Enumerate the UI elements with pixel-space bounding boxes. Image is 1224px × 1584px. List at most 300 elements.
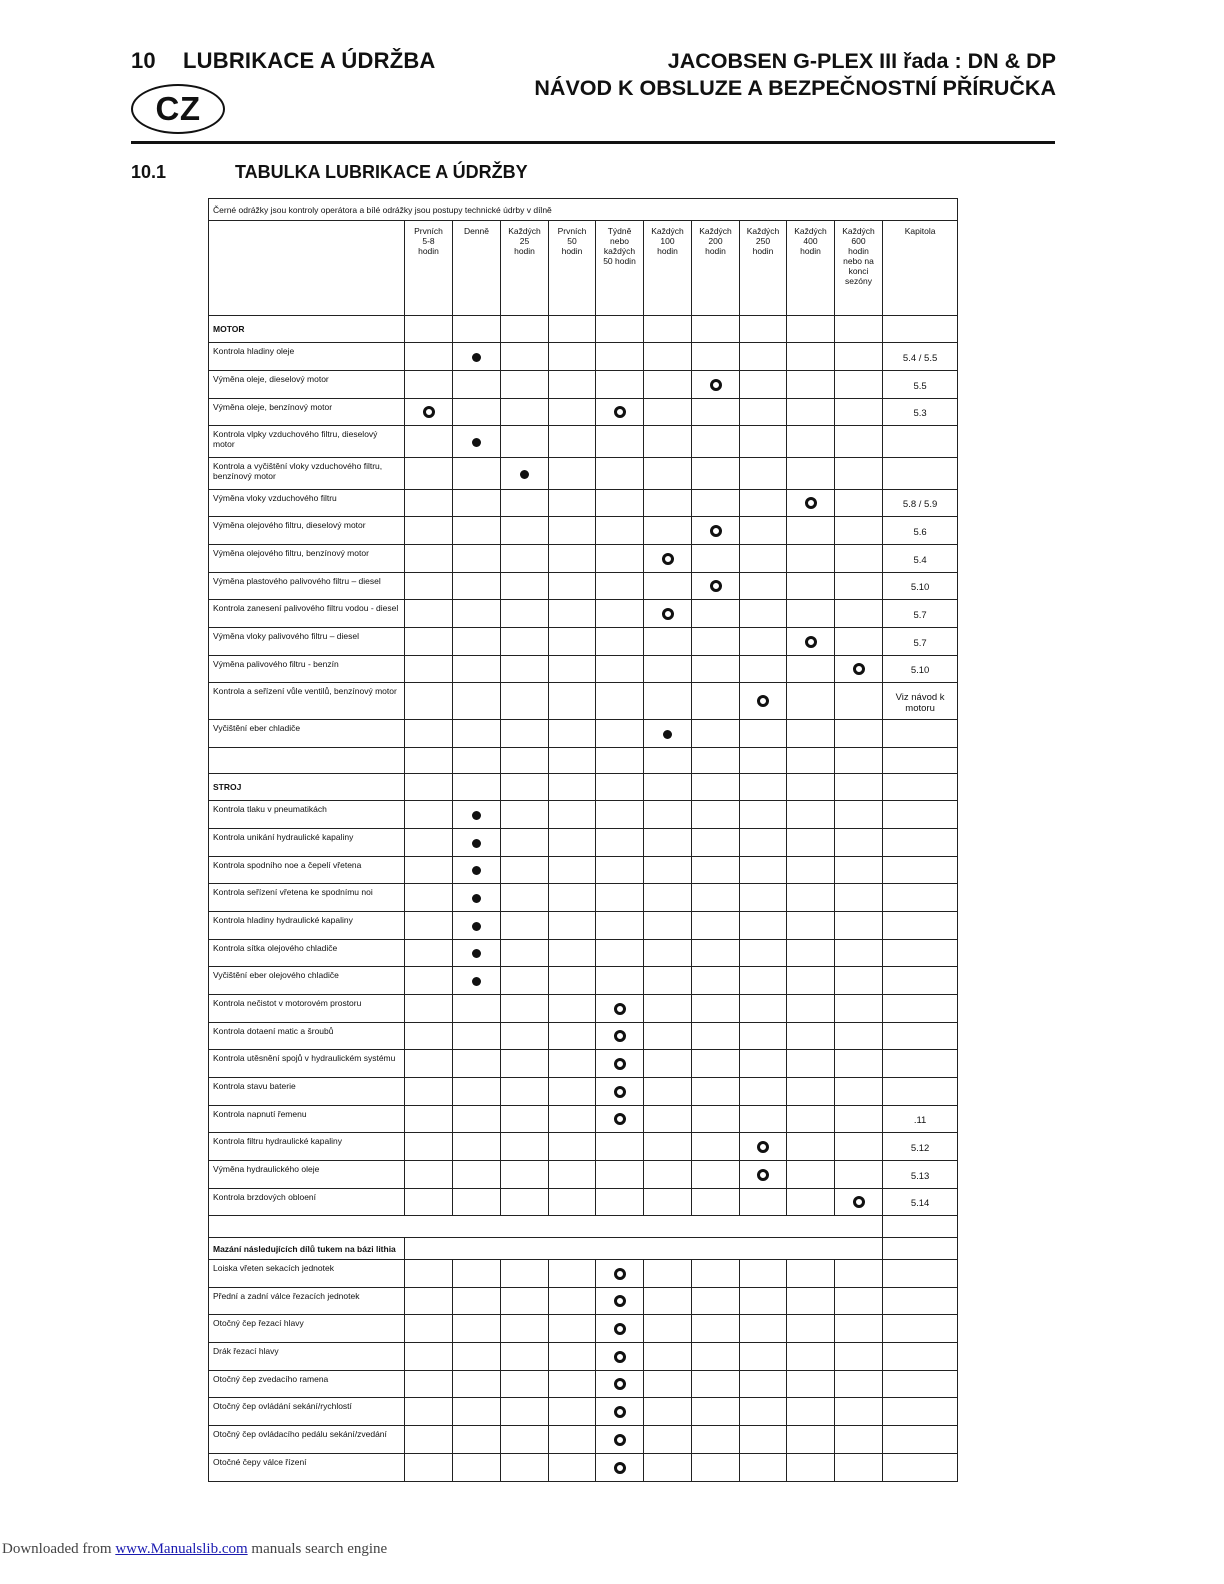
section-row — [209, 774, 958, 801]
empty-cell — [453, 656, 501, 683]
interval-cell — [453, 343, 501, 371]
empty-cell — [549, 600, 596, 628]
empty-cell — [644, 1161, 692, 1189]
empty-cell — [835, 683, 883, 720]
task-label: Kontrola a seřízení vůle ventilů, benzínový motor — [209, 683, 405, 720]
interval-cell — [453, 857, 501, 884]
empty-cell — [644, 490, 692, 517]
empty-cell — [453, 545, 501, 573]
chapter-reference: 5.4 — [883, 545, 958, 573]
empty-cell — [692, 1133, 740, 1161]
empty-cell — [835, 748, 883, 774]
empty-cell — [596, 940, 644, 967]
interval-cell — [596, 1260, 644, 1288]
task-label: Výměna vloky palivového filtru – diesel — [209, 628, 405, 656]
empty-cell — [596, 1189, 644, 1216]
empty-cell — [501, 1023, 549, 1050]
column-header-line: Každých — [842, 226, 875, 236]
empty-cell — [453, 1288, 501, 1315]
empty-cell — [405, 801, 453, 829]
empty-cell — [644, 1260, 692, 1288]
empty-cell — [501, 748, 549, 774]
table-row — [209, 683, 958, 720]
empty-cell — [692, 1371, 740, 1398]
chapter-reference — [883, 1371, 958, 1398]
interval-cell — [692, 517, 740, 545]
empty-cell — [405, 1078, 453, 1106]
empty-cell — [787, 545, 835, 573]
empty-cell — [501, 720, 549, 748]
empty-cell — [692, 458, 740, 490]
column-header — [453, 221, 501, 316]
empty-cell — [549, 1023, 596, 1050]
empty-cell — [453, 1343, 501, 1371]
interval-cell — [644, 545, 692, 573]
empty-cell — [405, 1288, 453, 1315]
task-label: Výměna olejového filtru, dieselový motor — [209, 517, 405, 545]
empty-cell — [787, 517, 835, 545]
empty-cell — [692, 967, 740, 995]
empty-cell — [740, 1050, 787, 1078]
column-header-line: 200 — [708, 236, 723, 246]
table-row — [209, 857, 958, 884]
empty-cell — [501, 371, 549, 399]
chapter-reference: 5.10 — [883, 656, 958, 683]
empty-cell — [835, 967, 883, 995]
table-row — [209, 801, 958, 829]
empty-cell — [740, 458, 787, 490]
interval-cell — [501, 458, 549, 490]
empty-cell — [692, 1315, 740, 1343]
empty-cell — [501, 967, 549, 995]
workshop-procedure-bullet-icon — [662, 553, 674, 565]
subsection-heading — [131, 162, 528, 183]
column-header — [549, 221, 596, 316]
workshop-procedure-bullet-icon — [614, 1295, 626, 1307]
header-divider — [131, 141, 1055, 144]
table-note-row — [209, 199, 958, 221]
manualslib-link[interactable]: www.Manualslib.com — [115, 1541, 248, 1557]
operator-check-bullet-icon — [472, 811, 481, 820]
empty-cell — [501, 774, 549, 801]
workshop-procedure-bullet-icon — [614, 1434, 626, 1446]
empty-cell — [549, 1343, 596, 1371]
empty-cell — [453, 748, 501, 774]
empty-cell — [787, 600, 835, 628]
empty-cell — [644, 517, 692, 545]
empty-cell — [501, 490, 549, 517]
chapter-reference: 5.6 — [883, 517, 958, 545]
empty-cell — [644, 857, 692, 884]
empty-cell — [740, 628, 787, 656]
empty-cell — [692, 995, 740, 1023]
interval-cell — [596, 1454, 644, 1482]
workshop-procedure-bullet-icon — [805, 497, 817, 509]
empty-cell — [405, 426, 453, 458]
empty-cell — [883, 316, 958, 343]
empty-cell — [787, 1315, 835, 1343]
interval-cell — [453, 884, 501, 912]
empty-cell — [501, 1106, 549, 1133]
subsection-title: TABULKA LUBRIKACE A ÚDRŽBY — [235, 162, 528, 182]
chapter-reference — [883, 857, 958, 884]
column-header-line: hodin — [800, 246, 821, 256]
empty-cell — [692, 1078, 740, 1106]
operator-check-bullet-icon — [472, 438, 481, 447]
empty-cell — [453, 628, 501, 656]
interval-cell — [692, 573, 740, 600]
empty-cell — [549, 1288, 596, 1315]
column-header — [405, 221, 453, 316]
empty-cell — [501, 1161, 549, 1189]
empty-cell — [787, 683, 835, 720]
chapter-reference — [883, 829, 958, 857]
empty-cell — [644, 967, 692, 995]
empty-cell — [740, 426, 787, 458]
empty-cell — [835, 517, 883, 545]
empty-cell — [501, 995, 549, 1023]
column-header — [501, 221, 549, 316]
empty-cell — [453, 774, 501, 801]
interval-cell — [835, 656, 883, 683]
chapter-reference: 5.4 / 5.5 — [883, 343, 958, 371]
empty-cell — [740, 573, 787, 600]
task-label: Kontrola dotaení matic a šroubů — [209, 1023, 405, 1050]
empty-cell — [787, 829, 835, 857]
empty-cell — [549, 940, 596, 967]
empty-cell — [405, 545, 453, 573]
task-label: Výměna palivového filtru - benzín — [209, 656, 405, 683]
interval-cell — [740, 683, 787, 720]
workshop-procedure-bullet-icon — [710, 379, 722, 391]
workshop-procedure-bullet-icon — [614, 1378, 626, 1390]
empty-cell — [596, 517, 644, 545]
empty-cell — [549, 748, 596, 774]
task-label: Kontrola vlpky vzduchového filtru, dieselový motor — [209, 426, 405, 458]
empty-cell — [692, 600, 740, 628]
empty-cell — [549, 545, 596, 573]
interval-cell — [787, 628, 835, 656]
empty-cell — [692, 1023, 740, 1050]
empty-cell — [501, 545, 549, 573]
empty-cell — [835, 912, 883, 940]
empty-cell — [549, 458, 596, 490]
empty-cell — [787, 995, 835, 1023]
empty-cell — [644, 829, 692, 857]
empty-cell — [692, 1288, 740, 1315]
empty-cell — [883, 1238, 958, 1260]
empty-cell — [501, 316, 549, 343]
task-label: Drák řezací hlavy — [209, 1343, 405, 1371]
download-footer — [2, 1541, 387, 1558]
empty-cell — [549, 573, 596, 600]
empty-cell — [549, 1050, 596, 1078]
empty-cell — [501, 1260, 549, 1288]
task-label: Výměna vloky vzduchového filtru — [209, 490, 405, 517]
section-row — [209, 1238, 958, 1260]
empty-cell — [596, 600, 644, 628]
empty-cell — [787, 1343, 835, 1371]
empty-cell — [453, 1371, 501, 1398]
blank-row — [209, 748, 958, 774]
workshop-procedure-bullet-icon — [853, 1196, 865, 1208]
task-label: Kontrola hladiny oleje — [209, 343, 405, 371]
empty-cell — [549, 343, 596, 371]
column-header-line: Každých — [794, 226, 827, 236]
empty-cell — [453, 517, 501, 545]
chapter-reference — [883, 1398, 958, 1426]
table-row — [209, 1315, 958, 1343]
empty-cell — [549, 1161, 596, 1189]
chapter-reference — [883, 967, 958, 995]
empty-cell — [740, 1426, 787, 1454]
empty-cell — [740, 720, 787, 748]
empty-cell — [835, 1050, 883, 1078]
empty-cell — [644, 573, 692, 600]
empty-cell — [453, 1260, 501, 1288]
empty-cell — [501, 656, 549, 683]
empty-cell — [405, 829, 453, 857]
empty-cell — [787, 748, 835, 774]
interval-cell — [644, 720, 692, 748]
chapter-reference — [883, 912, 958, 940]
empty-cell — [883, 748, 958, 774]
table-row — [209, 343, 958, 371]
task-label: Kontrola utěsnění spojů v hydraulickém systému — [209, 1050, 405, 1078]
empty-cell — [549, 628, 596, 656]
empty-cell — [740, 748, 787, 774]
operator-check-bullet-icon — [472, 894, 481, 903]
empty-cell — [501, 801, 549, 829]
chapter-reference — [883, 1050, 958, 1078]
interval-cell — [596, 399, 644, 426]
section-label: MOTOR — [209, 316, 405, 343]
empty-cell — [501, 1398, 549, 1426]
interval-cell — [787, 490, 835, 517]
empty-cell — [549, 517, 596, 545]
table-row — [209, 829, 958, 857]
empty-cell — [405, 1426, 453, 1454]
operator-check-bullet-icon — [472, 977, 481, 986]
empty-cell — [692, 1398, 740, 1426]
empty-cell — [405, 1343, 453, 1371]
task-label: Otočné čepy válce řízení — [209, 1454, 405, 1482]
workshop-procedure-bullet-icon — [757, 695, 769, 707]
empty-cell — [787, 857, 835, 884]
empty-cell — [405, 517, 453, 545]
table-row — [209, 1161, 958, 1189]
empty-cell — [405, 1371, 453, 1398]
empty-cell — [501, 829, 549, 857]
empty-cell — [835, 829, 883, 857]
table-row — [209, 1189, 958, 1216]
interval-cell — [596, 1426, 644, 1454]
empty-cell — [692, 1106, 740, 1133]
interval-cell — [453, 801, 501, 829]
empty-cell — [405, 683, 453, 720]
empty-cell — [835, 573, 883, 600]
empty-cell — [787, 573, 835, 600]
empty-cell — [740, 995, 787, 1023]
table-row — [209, 600, 958, 628]
chapter-reference — [883, 1023, 958, 1050]
empty-cell — [787, 426, 835, 458]
empty-cell — [692, 857, 740, 884]
task-label: Výměna oleje, benzínový motor — [209, 399, 405, 426]
empty-cell — [644, 1398, 692, 1426]
empty-cell — [692, 1343, 740, 1371]
column-header-line: hodin — [848, 246, 869, 256]
empty-cell — [692, 490, 740, 517]
column-header-line: Prvních — [557, 226, 587, 236]
interval-cell — [596, 1398, 644, 1426]
empty-cell — [692, 1260, 740, 1288]
empty-cell — [549, 316, 596, 343]
empty-cell — [405, 656, 453, 683]
task-label: Výměna oleje, dieselový motor — [209, 371, 405, 399]
chapter-reference — [883, 1315, 958, 1343]
empty-cell — [740, 490, 787, 517]
table-row — [209, 720, 958, 748]
empty-cell — [835, 1426, 883, 1454]
chapter-reference: .11 — [883, 1106, 958, 1133]
empty-cell — [405, 600, 453, 628]
empty-cell — [740, 517, 787, 545]
document-title-line1: JACOBSEN G-PLEX III řada : DN & DP — [667, 49, 1056, 73]
table-row — [209, 1133, 958, 1161]
empty-cell — [835, 1106, 883, 1133]
empty-cell — [549, 1398, 596, 1426]
empty-cell — [405, 967, 453, 995]
empty-cell — [501, 912, 549, 940]
table-row — [209, 399, 958, 426]
empty-cell — [644, 940, 692, 967]
empty-cell — [596, 884, 644, 912]
task-label: Otočný čep ovládacího pedálu sekání/zvedání — [209, 1426, 405, 1454]
empty-cell — [787, 656, 835, 683]
operator-check-bullet-icon — [663, 730, 672, 739]
empty-cell — [501, 1288, 549, 1315]
empty-cell — [549, 1189, 596, 1216]
empty-cell — [787, 1050, 835, 1078]
empty-cell — [644, 1106, 692, 1133]
empty-cell — [692, 316, 740, 343]
empty-cell — [644, 1133, 692, 1161]
task-label: Kontrola spodního noe a čepelí vřetena — [209, 857, 405, 884]
empty-cell — [549, 912, 596, 940]
task-label: Kontrola tlaku v pneumatikách — [209, 801, 405, 829]
empty-cell — [692, 1050, 740, 1078]
document-title-line2: NÁVOD K OBSLUZE A BEZPEČNOSTNÍ PŘÍRUČKA — [534, 76, 1056, 100]
workshop-procedure-bullet-icon — [614, 1462, 626, 1474]
column-header-line: 250 — [755, 236, 771, 246]
empty-cell — [596, 343, 644, 371]
empty-cell — [596, 857, 644, 884]
workshop-procedure-bullet-icon — [614, 406, 626, 418]
empty-cell — [501, 1133, 549, 1161]
empty-cell — [835, 995, 883, 1023]
chapter-reference — [883, 801, 958, 829]
document-title — [534, 48, 1056, 102]
workshop-procedure-bullet-icon — [614, 1351, 626, 1363]
empty-cell — [596, 573, 644, 600]
empty-cell — [740, 371, 787, 399]
empty-cell — [835, 1371, 883, 1398]
interval-cell — [453, 829, 501, 857]
empty-cell — [453, 683, 501, 720]
empty-cell — [405, 1454, 453, 1482]
workshop-procedure-bullet-icon — [423, 406, 435, 418]
table-row — [209, 545, 958, 573]
empty-cell — [787, 316, 835, 343]
section-row — [209, 316, 958, 343]
interval-cell — [596, 1315, 644, 1343]
empty-cell — [740, 1106, 787, 1133]
empty-cell — [405, 316, 453, 343]
empty-cell — [787, 1371, 835, 1398]
empty-cell — [453, 1454, 501, 1482]
interval-cell — [596, 1050, 644, 1078]
empty-cell — [209, 1216, 883, 1238]
empty-cell — [787, 1078, 835, 1106]
empty-cell — [644, 1343, 692, 1371]
empty-cell — [835, 857, 883, 884]
interval-cell — [596, 1343, 644, 1371]
empty-cell — [501, 517, 549, 545]
empty-cell — [787, 1106, 835, 1133]
empty-cell — [453, 1315, 501, 1343]
chapter-reference — [883, 1260, 958, 1288]
empty-cell — [453, 458, 501, 490]
empty-cell — [692, 545, 740, 573]
empty-cell — [835, 371, 883, 399]
task-label: Přední a zadní válce řezacích jednotek — [209, 1288, 405, 1315]
column-header — [787, 221, 835, 316]
column-header — [740, 221, 787, 316]
empty-cell — [692, 1161, 740, 1189]
empty-cell — [501, 1371, 549, 1398]
workshop-procedure-bullet-icon — [614, 1268, 626, 1280]
empty-cell — [787, 1023, 835, 1050]
empty-cell — [644, 628, 692, 656]
empty-cell — [549, 683, 596, 720]
column-header-line: hodin — [657, 246, 678, 256]
workshop-procedure-bullet-icon — [614, 1003, 626, 1015]
interval-cell — [453, 426, 501, 458]
empty-cell — [405, 1398, 453, 1426]
interval-cell — [835, 1189, 883, 1216]
empty-cell — [835, 458, 883, 490]
column-header-line: Každých — [746, 226, 780, 236]
empty-cell — [596, 426, 644, 458]
table-row — [209, 995, 958, 1023]
table-row — [209, 1023, 958, 1050]
empty-cell — [549, 801, 596, 829]
empty-cell — [644, 1426, 692, 1454]
empty-cell — [692, 801, 740, 829]
empty-cell — [787, 1161, 835, 1189]
empty-cell — [453, 1398, 501, 1426]
column-header-line: každých — [603, 246, 636, 256]
task-label: Kontrola filtru hydraulické kapaliny — [209, 1133, 405, 1161]
empty-cell — [644, 656, 692, 683]
operator-check-bullet-icon — [472, 866, 481, 875]
column-header-line: 25 — [519, 236, 530, 246]
table-row — [209, 1371, 958, 1398]
interval-cell — [740, 1133, 787, 1161]
empty-cell — [787, 1398, 835, 1426]
empty-cell — [405, 1315, 453, 1343]
